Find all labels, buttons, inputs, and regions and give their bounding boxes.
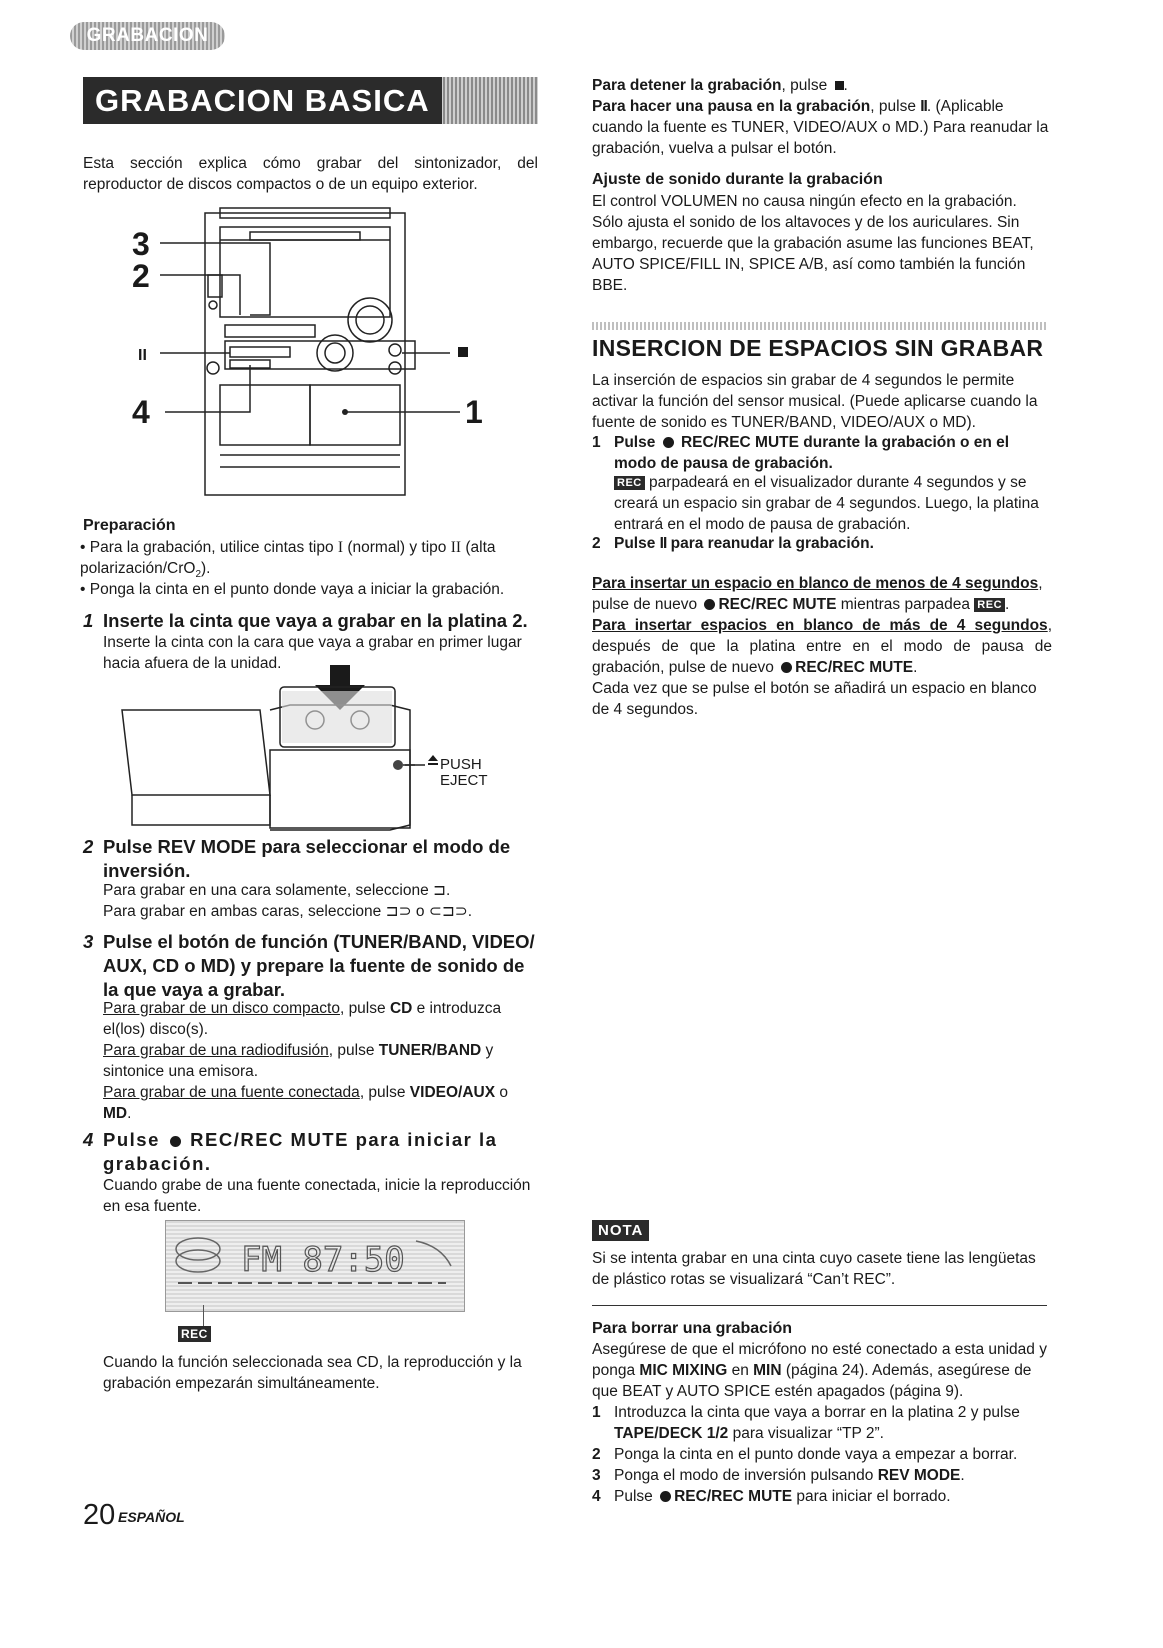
- prep-text: (alta polarización/CrO: [80, 539, 496, 577]
- body-text: , pulse: [870, 98, 921, 115]
- page-title: GRABACION BASICA: [83, 77, 442, 124]
- step-4-body: Cuando grabe de una fuente conectada, inicie la reproducción en esa fuente.: [103, 1177, 531, 1215]
- step-3-external: [103, 1082, 538, 1124]
- body-text: , pulse de nuevo: [592, 575, 1043, 613]
- step-text: , pulse: [359, 1084, 410, 1101]
- adjust-heading: Ajuste de sonido durante la grabación: [592, 171, 883, 188]
- cd-note: Cuando la función seleccionada sea CD, la reproducción y la grabación empezarán simultáneamente.: [103, 1354, 522, 1392]
- rec-mute-button-ref: REC/REC MUTE: [795, 659, 914, 676]
- insertion-step-1-text: [614, 432, 1052, 474]
- min-ref: MIN: [753, 1362, 782, 1379]
- step-text: .: [127, 1105, 132, 1122]
- preparation-bullet-2: • Ponga la cinta en el punto donde vaya a iniciar la grabación.: [80, 581, 505, 598]
- step-number: 4: [592, 1488, 601, 1505]
- step-number: 3: [83, 931, 94, 952]
- adjust-body: El control VOLUMEN no causa ningún efecto en la grabación. Sólo ajusta el sonido de los altavoces y de los auriculares. Sin embargo, recuerde que la grabación asume las funciones BEAT, AUTO SPICE/FILL IN, SPICE A/B, así como también la función BBE.: [592, 193, 1034, 294]
- body-text: .: [843, 77, 848, 94]
- body-text: Asegúrese de que el micrófono no esté conectado a esta unidad y ponga: [592, 1341, 1047, 1379]
- stereo-unit-figure: [130, 205, 500, 505]
- callout-dot: [342, 409, 348, 415]
- prep-text: Ponga la cinta en el punto donde vaya a iniciar la grabación.: [89, 581, 505, 598]
- body-text: Introduzca la cinta que vaya a borrar en la platina 2 y pulse: [614, 1404, 1020, 1421]
- stop-icon: [835, 81, 844, 90]
- step-3-heading: [83, 930, 543, 1002]
- less-than-4s-text: [592, 573, 1052, 615]
- preparation-bullet-1: • Para la grabación, utilice cintas tipo I (normal) y tipo II (alta polarización/CrO$_2$).: [80, 539, 496, 581]
- step-text: .: [446, 882, 451, 899]
- insertion-intro: La inserción de espacios sin grabar de 4 segundos le permite activar la función del sensor musical. (Puede aplicarse cuando la fuente de sonido es TUNER/BAND, VIDEO/AUX o MD).: [592, 372, 1038, 431]
- radio-link: Para grabar de una radiodifusión: [103, 1042, 329, 1059]
- cassette-deck-drawing: [120, 665, 510, 840]
- prep-text: (normal) y tipo: [343, 539, 451, 556]
- body-text: Pulse: [614, 1488, 658, 1505]
- step-text: REC/REC MUTE durante la grabación o en el modo de pausa de grabación.: [614, 434, 1010, 472]
- tape-deck-button-ref: TAPE/DECK 1/2: [614, 1425, 729, 1442]
- eject-button: [393, 760, 403, 770]
- erase-step-3: [592, 1465, 1052, 1486]
- pause-recording-text: [592, 96, 1052, 159]
- step-number: 2: [83, 836, 94, 857]
- body-text: Ponga el modo de inversión pulsando: [614, 1467, 878, 1484]
- insertion-step-2: [592, 533, 1052, 554]
- step-1-body: Inserte la cinta con la cara que vaya a grabar en primer lugar hacia afuera de la unidad.: [103, 634, 522, 672]
- step-3-cd: [103, 998, 538, 1040]
- step-2-line-2: [103, 901, 538, 922]
- less-than-4s-link: Para insertar un espacio en blanco de menos de 4 segundos: [592, 575, 1039, 592]
- pause-icon: II: [920, 98, 927, 115]
- cassette-tape: [282, 691, 392, 743]
- external-link: Para grabar de una fuente conectada: [103, 1084, 360, 1101]
- rec-mute-button-ref: REC/REC MUTE: [718, 596, 837, 613]
- cassette-deck-figure: [120, 665, 510, 840]
- erase-step-1: [592, 1402, 1052, 1444]
- push-label: PUSH: [440, 756, 482, 773]
- preparation-heading: Preparación: [83, 517, 176, 534]
- step-text: .: [467, 903, 473, 920]
- step-text: y sintonice una emisora.: [103, 1042, 494, 1080]
- body-text: (página 24). Además, asegúrese de que BEAT y AUTO SPICE estén apagados (página 9).: [592, 1362, 1032, 1400]
- step-text: o: [411, 903, 429, 920]
- body-text: . (Aplicable cuando la fuente es TUNER, VIDEO/AUX o MD.) Para reanudar la grabación, vuelva a pulsar el botón.: [592, 98, 1049, 157]
- body-text: , pulse: [781, 77, 832, 94]
- step-text: , pulse: [328, 1042, 379, 1059]
- erase-step-3-text: [614, 1465, 965, 1486]
- body-text: para visualizar “TP 2”.: [728, 1425, 884, 1442]
- step-3-radio: [103, 1040, 538, 1082]
- prep-text: ).: [201, 560, 211, 577]
- prep-sub: 2: [195, 569, 201, 581]
- rev-mode-button-ref: REV MODE: [877, 1467, 961, 1484]
- section-divider: [592, 322, 1047, 330]
- step-number: 2: [592, 1446, 601, 1463]
- cd-link: Para grabar de un disco compacto: [103, 1000, 340, 1017]
- insertion-step-1: [592, 432, 1052, 474]
- body-text: Ponga la cinta en el punto donde vaya a empezar a borrar.: [614, 1446, 1018, 1463]
- mic-mixing-ref: MIC MIXING: [639, 1362, 728, 1379]
- pause-icon: II: [659, 535, 667, 552]
- step-number: 3: [592, 1467, 601, 1484]
- erase-heading: Para borrar una grabación: [592, 1320, 793, 1337]
- erase-intro: [592, 1339, 1052, 1402]
- stop-recording-text: [592, 75, 1052, 96]
- page-number: 20: [83, 1499, 116, 1531]
- step-number: 1: [592, 434, 601, 451]
- each-press-text: Cada vez que se pulse el botón se añadirá un espacio en blanco de 4 segundos.: [592, 680, 1037, 718]
- nota-body: Si se intenta grabar en una cinta cuyo casete tiene las lengüetas de plástico rotas se visualizará “Can’t REC”.: [592, 1250, 1036, 1288]
- step-heading-text: Pulse: [103, 1129, 167, 1150]
- step-2-heading: [83, 835, 543, 883]
- insertion-step-2-text: [614, 533, 874, 554]
- more-than-4s-text: [592, 615, 1052, 678]
- intro-text: Esta sección explica cómo grabar del sintonizador, del reproductor de discos compactos o de un equipo exterior.: [83, 155, 538, 193]
- record-dot-icon: [663, 437, 674, 448]
- tuner-button-ref: TUNER/BAND: [378, 1042, 482, 1059]
- insertion-title: INSERCION DE ESPACIOS SIN GRABAR: [592, 335, 1044, 361]
- body-text: para iniciar el borrado.: [792, 1488, 951, 1505]
- callout-2: 2: [132, 258, 150, 294]
- step-heading-text: REC/REC MUTE para iniciar la grabación.: [103, 1129, 498, 1174]
- display-text: FM 87:50: [241, 1240, 405, 1280]
- eject-icon: [428, 755, 438, 761]
- rec-badge: REC: [974, 598, 1005, 612]
- erase-step-4: [592, 1486, 1052, 1507]
- body-text: .: [1005, 596, 1010, 613]
- video-aux-button-ref: VIDEO/AUX: [409, 1084, 496, 1101]
- step-number: 2: [592, 535, 601, 552]
- body-text: en: [727, 1362, 754, 1379]
- step-number: 4: [83, 1129, 94, 1150]
- step-text: , pulse: [339, 1000, 390, 1017]
- erase-step-4-text: [614, 1486, 951, 1507]
- body-text: mientras parpadea: [836, 596, 975, 613]
- eject-label: EJECT: [440, 772, 488, 789]
- record-dot-icon: [704, 599, 715, 610]
- tape-type-1: I: [337, 539, 344, 556]
- step-number: 1: [592, 1404, 601, 1421]
- more-than-4s-link: Para insertar espacios en blanco de más de 4 segundos: [592, 617, 1048, 634]
- step-2-line-1: [103, 880, 538, 901]
- nota-label: [592, 1222, 649, 1240]
- callout-3: 3: [132, 226, 150, 262]
- body-text: , después de que la platina entre en el modo de pausa de grabación, pulse de nuevo: [592, 617, 1052, 676]
- body-text: parpadeará en el visualizador durante 4 segundos y se creará un espacio sin grabar de 4 segundos. Luego, la platina entrará en el modo de pausa de grabación.: [614, 474, 1039, 533]
- step-text: Pulse: [614, 434, 660, 451]
- continuous-icon: ⊂⊐⊃: [428, 903, 468, 920]
- md-button-ref: MD: [103, 1105, 128, 1122]
- step-number: 1: [83, 610, 94, 631]
- both-sides-icon: ⊐⊃: [385, 903, 412, 920]
- rec-badge: REC: [614, 476, 645, 490]
- stop-symbol-callout: [458, 347, 468, 357]
- rec-badge: REC: [178, 1326, 211, 1342]
- erase-step-1-text: [614, 1402, 1052, 1444]
- one-side-icon: ⊐: [433, 882, 447, 899]
- step-text: Para grabar en una cara solamente, seleccione: [103, 882, 434, 899]
- callout-4: 4: [132, 394, 150, 430]
- step-1-heading: [83, 609, 543, 633]
- callout-1: 1: [465, 394, 483, 430]
- cd-button-ref: CD: [389, 1000, 413, 1017]
- stereo-unit-drawing: [130, 205, 500, 505]
- display-drawing: [166, 1221, 464, 1311]
- step-text: Para grabar en ambas caras, seleccione: [103, 903, 386, 920]
- record-dot-icon: [660, 1491, 671, 1502]
- step-heading-text: Pulse el botón de función (TUNER/BAND, VIDEO/ AUX, CD o MD) y prepare la fuente de sonido de la que vaya a grabar.: [103, 931, 535, 1000]
- insertion-step-1-body: [614, 472, 1052, 535]
- section-tag: GRABACION: [70, 22, 225, 50]
- display-pointer: [203, 1305, 204, 1327]
- step-heading-text: Pulse REV MODE para seleccionar el modo de inversión.: [103, 836, 511, 881]
- step-text: para reanudar la grabación.: [666, 535, 874, 552]
- record-dot-icon: [781, 662, 792, 673]
- erase-step-2: [592, 1444, 1052, 1465]
- stop-label: Para detener la grabación: [592, 77, 782, 94]
- rec-indicator: [178, 1326, 211, 1344]
- pause-symbol-callout: II: [138, 347, 147, 364]
- nota-divider: [592, 1305, 1047, 1306]
- nota-badge: NOTA: [592, 1220, 649, 1241]
- step-text: Pulse: [614, 535, 660, 552]
- step-text: o: [495, 1084, 508, 1101]
- step-heading-text: Inserte la cinta que vaya a grabar en la platina 2.: [103, 610, 528, 631]
- body-text: .: [913, 659, 918, 676]
- body-text: .: [960, 1467, 965, 1484]
- prep-text: Para la grabación, utilice cintas tipo: [89, 539, 338, 556]
- pause-label: Para hacer una pausa en la grabación: [592, 98, 871, 115]
- record-dot-icon: [170, 1136, 181, 1147]
- step-text: e introduzca el(los) disco(s).: [103, 1000, 502, 1038]
- display-figure: [165, 1220, 465, 1312]
- rec-mute-button-ref: REC/REC MUTE: [674, 1488, 793, 1505]
- step-4-heading: [83, 1128, 543, 1176]
- footer-language: ESPAÑOL: [118, 1509, 185, 1525]
- tape-type-2: II: [450, 539, 462, 556]
